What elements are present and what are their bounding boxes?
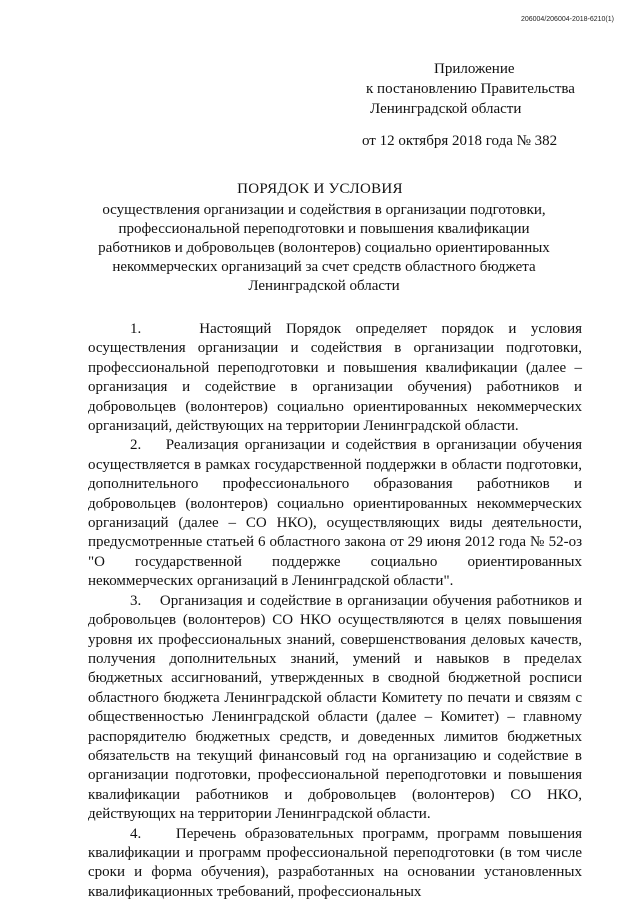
paragraph-1: 1. Настоящий Порядок определяет порядок и условия осуществления организации и содействия в организации подготовки, профессиональной переподготовки и повышения квалификации (далее – организация и содействие в организации обучения) работников и добровольцев (волонтеров) социально ориентированных некоммерческих организаций, действующих на территории Ленинградской области. [88, 321, 582, 435]
appendix-region: Ленинградской области [370, 101, 522, 117]
appendix-heading: Приложение [434, 61, 515, 77]
appendix-block [362, 59, 622, 151]
paragraph-2: 2. Реализация организации и содействия в организации обучения осуществляется в рамках государственной поддержки в области подготовки, дополнительного профессионального образования работников и добровольцев (волонтеров) социально ориентированных некоммерческих организаций (далее – СО НКО), осуществляющих виды деятельности, предусмотренные статьей 6 областного закона от 29 июня 2012 года № 52-оз "О государственной поддержке социально ориентированных некоммерческих организаций в Ленинградской области". [88, 437, 582, 590]
document-registration-number: 206004/206004-2018-6210(1) [520, 16, 614, 23]
paragraph-4: 4. Перечень образовательных программ, программ повышения квалификации и программ профессиональной переподготовки (в том числе сроки и форма обучения), разработанных на основании установленных квалификационных требований, профессиональных [88, 825, 582, 900]
appendix-reference: к постановлению Правительства [366, 81, 575, 97]
subtitle-line: профессиональной переподготовки и повышения квалификации [118, 221, 530, 237]
appendix-date-number: от 12 октября 2018 года № 382 [362, 133, 558, 149]
subtitle-line: Ленинградской области [248, 278, 400, 294]
subtitle-line: работников и добровольцев (волонтеров) социально ориентированных [98, 240, 550, 256]
subtitle-line: осуществления организации и содействия в организации подготовки, [102, 202, 546, 218]
subtitle-line: некоммерческих организаций за счет средств областного бюджета [112, 259, 536, 275]
document-subtitle [60, 201, 588, 296]
document-body [88, 320, 582, 902]
document-title: ПОРЯДОК И УСЛОВИЯ [237, 181, 403, 197]
paragraph-3: 3. Организация и содействие в организации обучения работников и добровольцев (волонтеров) СО НКО осуществляются в целях повышения уровня их профессиональных знаний, совершенствования деловых качеств, получения дополнительных знаний, умений и навыков в пределах бюджетных ассигнований, утвержденных в сводной бюджетной росписи областного бюджета Ленинградской области Комитету по печати и связям с общественностью Ленинградской области (далее – Комитет) – главному распорядителю бюджетных средств, и доведенных лимитов бюджетных обязательств на текущий финансовый год на организацию и содействие в организации подготовки, профессиональной переподготовки и повышения квалификации работников и добровольцев (волонтеров) СО НКО, действующих на территории Ленинградской области. [88, 592, 582, 823]
